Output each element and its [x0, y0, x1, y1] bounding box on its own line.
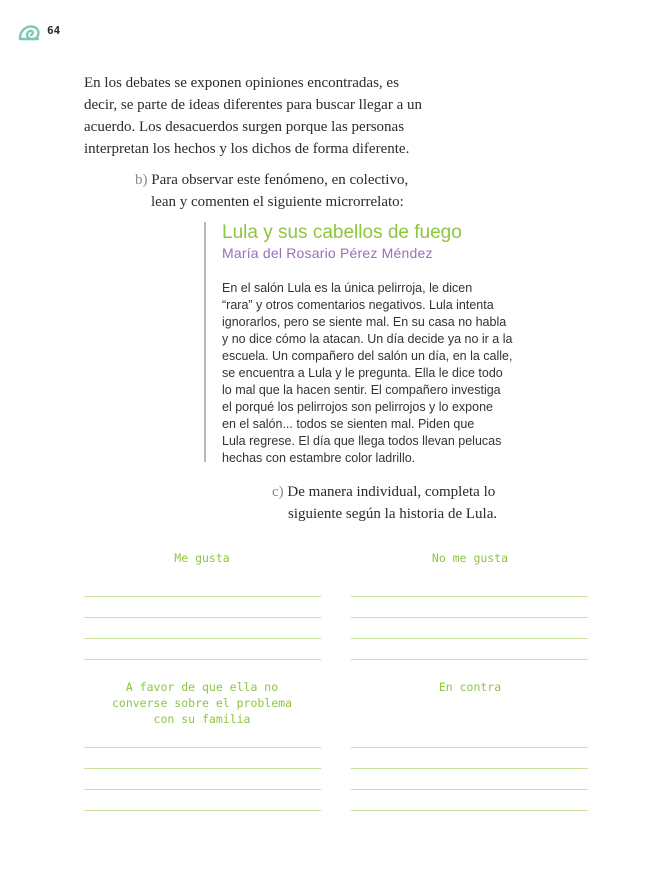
writing-line-likes[interactable] [84, 659, 321, 660]
writing-line-against[interactable] [351, 789, 588, 790]
page-number: 64 [47, 24, 61, 37]
item-letter: b) [135, 172, 148, 188]
story-line: Lula regrese. El día que llega todos llevan pelucas [222, 434, 502, 448]
writing-line-likes[interactable] [84, 638, 321, 639]
likes-label: Me gusta [174, 551, 230, 565]
favor-label-line: converse sobre el problema [111, 696, 292, 710]
story-line: en el salón... todos se sienten mal. Piden que [222, 417, 475, 431]
against-label: En contra [438, 680, 502, 694]
dislikes-label: No me gusta [431, 551, 509, 565]
writing-line-favor[interactable] [84, 768, 321, 769]
story-line: hechas con estambre color ladrillo. [222, 451, 416, 465]
intro-line: acuerdo. Los desacuerdos surgen porque las personas [84, 119, 405, 135]
favor-label-line: con su familia [153, 712, 251, 726]
writing-line-likes[interactable] [84, 617, 321, 618]
story-line: En el salón Lula es la única pelirroja, le dicen [222, 281, 473, 295]
spiral-icon [18, 22, 42, 44]
instruction-text: Para observar este fenómeno, en colectivo, [151, 172, 409, 188]
item-letter: c) [272, 484, 284, 500]
story-body [222, 280, 522, 467]
story-line: se encuentra a Lula y le pregunta. Ella le dice todo [222, 366, 503, 380]
instruction-b [135, 169, 435, 213]
instruction-text: De manera individual, completa lo [287, 484, 496, 500]
story-line: escuela. Un compañero del salón un día, en la calle, [222, 349, 513, 363]
writing-line-against[interactable] [351, 747, 588, 748]
intro-line: En los debates se exponen opiniones encontradas, es [84, 75, 399, 91]
favor-label-line: A favor de que ella no [125, 680, 279, 694]
story-line: el porqué los pelirrojos son pelirrojos y lo expone [222, 400, 493, 414]
story-line: y no dice cómo la atacan. Un día decide ya no ir a la [222, 332, 513, 346]
writing-line-against[interactable] [351, 768, 588, 769]
writing-line-favor[interactable] [84, 789, 321, 790]
microstory [204, 222, 524, 465]
intro-paragraph [84, 72, 444, 160]
story-line: lo mal que la hacen sentir. El compañero investiga [222, 383, 501, 397]
intro-line: decir, se parte de ideas diferentes para buscar llegar a un [84, 97, 422, 113]
story-author: María del Rosario Pérez Méndez [222, 245, 433, 261]
writing-line-favor[interactable] [84, 810, 321, 811]
writing-line-dislikes[interactable] [351, 638, 588, 639]
instruction-text: lean y comenten el siguiente microrrelato: [151, 194, 404, 210]
writing-line-likes[interactable] [84, 596, 321, 597]
writing-line-dislikes[interactable] [351, 596, 588, 597]
instruction-c [272, 481, 532, 525]
intro-line: interpretan los hechos y los dichos de forma diferente. [84, 141, 410, 157]
story-line: “rara” y otros comentarios negativos. Lula intenta [222, 298, 494, 312]
writing-line-dislikes[interactable] [351, 617, 588, 618]
instruction-text: siguiente según la historia de Lula. [288, 506, 498, 522]
story-title: Lula y sus cabellos de fuego [222, 222, 462, 243]
writing-line-favor[interactable] [84, 747, 321, 748]
writing-line-dislikes[interactable] [351, 659, 588, 660]
story-line: ignorarlos, pero se siente mal. En su casa no habla [222, 315, 507, 329]
favor-label [82, 679, 322, 727]
writing-line-against[interactable] [351, 810, 588, 811]
